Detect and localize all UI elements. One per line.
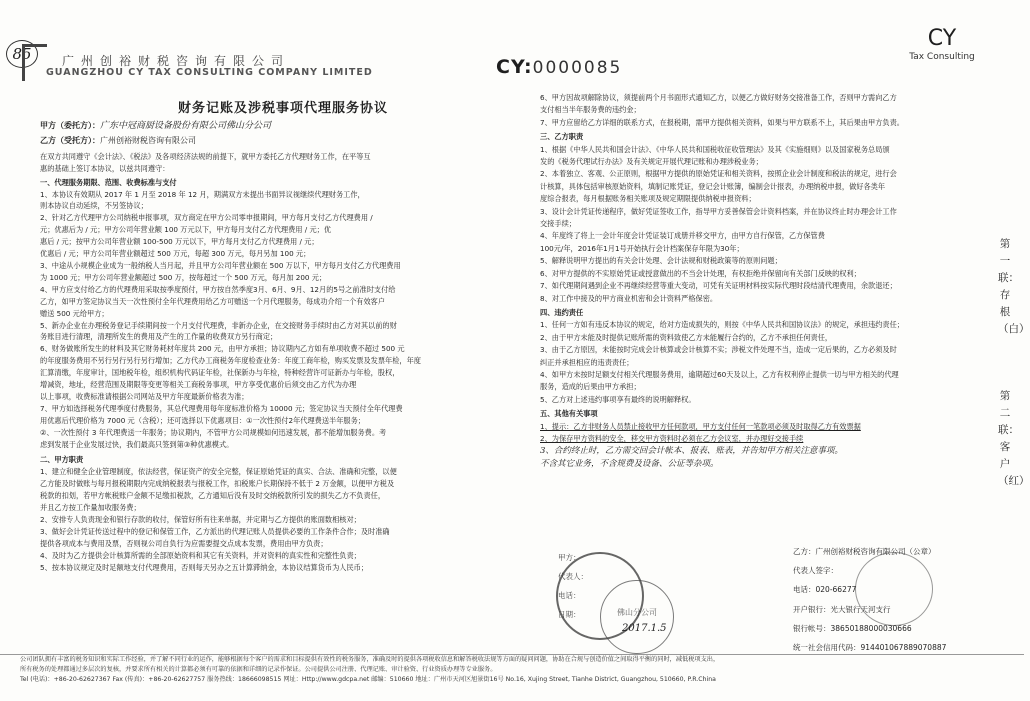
handwritten-clause: 3、合约终止时，乙方需交回会计帐本、报表、账表，并告知甲方相关注意事项。 [540, 446, 843, 457]
section2-cont [540, 92, 980, 129]
clause-line: 惠后 / 元；按甲方公司年营业额 100-500 万元以下，甲方每月支付乙方代理费用 / 元； [40, 237, 319, 247]
clause-line: 5、按本协议规定及时足额地支付代理费用，否则每天另办之五计算滞纳金，本协议结算货币为人民币； [40, 562, 369, 572]
section-heading: 二、甲方职责 [40, 455, 84, 465]
company-name-cn: 广州创裕财税咨询有限公司 [62, 54, 291, 68]
clause-line: 8、对工作中接及的甲方商业机密和会计资料严格保密。 [540, 293, 718, 303]
party-b: 乙方（受托方）：广州创裕财税咨询有限公司 [40, 135, 196, 145]
document-title: 财务记账及涉税事项代理服务协议 [178, 101, 389, 116]
document-number-value: 0000085 [532, 58, 623, 78]
intro-line: 惠的基础上签订本协议，以兹共同遵守： [40, 163, 170, 173]
section2-items [40, 466, 510, 573]
party-b-signature-block [793, 542, 946, 657]
tax-logo-caption: Tax Consulting [909, 52, 975, 62]
section3-items [540, 144, 980, 305]
clause-line: 发的《税务代理试行办法》及有关规定开展代理记账和办理涉税业务； [540, 157, 763, 167]
section1-items [40, 189, 510, 451]
side-label-second: 第二联：客户（红） [998, 390, 1030, 487]
clause-line: 乙方，如甲方签定协议当天一次性预付全年代理费用给乙方可赠送一个月代理服务，每成功介绍一个有效客户 [40, 296, 386, 306]
clause-line: 4、甲方应支付给乙方的代理费用采取按季度预付，甲方按自然季度3月、6月、9月、12月的5号之前准时支付给 [40, 284, 396, 294]
clause-line: 6、对甲方提供的不实原始凭证或授意做出的不当会计处理，有权拒绝并保留向有关部门反映的权利； [540, 268, 861, 278]
handwritten-number: 85 [6, 40, 38, 68]
clause-line: 务账目进行清理，清理所发生的费用及产生的工作量的收费双方另行商定； [40, 332, 278, 342]
footer-line: 公司团队拥有丰富的税务知识和实际工作经验，并了解不同行业的运作，能够根据每个客户的需求和目标提供有效性的税务服务，准确及时的提供各项税收信息和解答税收法规等方面的疑问问题，协助在合规与创造价值之间取得平衡的同时，减低税项支出， [20, 656, 720, 663]
party-a-signature-block [558, 548, 588, 624]
clause-line: 2、本着独立、客观、公正原则，根据甲方提供的原始凭证和相关资料，按照企业会计制度和税法的规定，进行会 [540, 169, 897, 179]
signature-field: 电话：020-66277 [793, 585, 857, 595]
signature-field: 统一社会信用代码：91440106788907088​7 [793, 643, 947, 653]
clause-line: 虑到发展于企业发展过快，我们最高只签到第③种优惠模式。 [40, 439, 234, 449]
signature-field: 银行帐号：38650188000030666 [793, 623, 912, 633]
footer-contacts: Tel (电话)：+86-20-62627367 Fax (传真)：+86-20-62627757 服务热线：18666098515 网址：Http://www.gdcpa.net 邮编：510660 地址：广州市天河区旭景街16号 No.16, Xujing Street, Tianhe District, Guangzhou, 510660, P.R.China [20, 676, 716, 683]
clause-line: 4、如甲方未按时足额支付相关代理服务费用，逾期超过60天及以上，乙方有权利停止提供一切与甲方相关的代理 [540, 369, 899, 379]
signature-field: 开户银行：光大银行天河支行 [793, 604, 891, 614]
section-heading: 一、代理服务期限、范围、收费标准与支付 [40, 177, 177, 187]
branch-stamp [600, 580, 674, 654]
tax-consulting-logo [908, 26, 976, 62]
clause-line: 税款的扣划，若甲方帐税账户金额不足缴扣税款，乙方通知后没有及时交纳税款所引发的损失乙方不负责任， [40, 491, 386, 501]
party-b-name: 广州创裕财税咨询有限公司 [100, 135, 196, 145]
side-label-first: 第一联：存根（白） [998, 238, 1030, 335]
clause-line: 6、财务做账所发生的材料及其它财务耗材年度共 200 元，由甲方承担；协议期内乙方如有单项收费不超过 500 元 [40, 344, 405, 354]
handwritten-date: 2017.1.5 [622, 623, 667, 634]
clause-line: 100元/年，2016年1月1号开始执行会计档案保存年限为30年； [540, 243, 744, 253]
clause-line: 的年度服务费用不另行另行另行另行增加；乙方代办工商税务年度检查业务：年度工商年检，购买发票及发票年检，年度 [40, 356, 421, 366]
clause-line: 2、为保存甲方资料的安全，移交甲方资料时必须在乙方会议室，并办理好交接手续 [540, 433, 804, 443]
clause-line: 服务，造成的后果由甲方承担； [540, 382, 641, 392]
clause-line: 赠送 500 元给甲方； [40, 308, 109, 318]
intro-line: 在双方共同遵守《会计法》、《税法》及各项经济法规的前提下，就甲方委托乙方代理财务工作，在平等互 [40, 151, 371, 161]
clause-line: 优惠后 / 元；甲方公司年营业额超过 500 万元，每超 300 万元，每月另加 100 元； [40, 249, 311, 259]
party-a-name: 广东中冠商厨设备股份有限公司佛山分公司 [100, 121, 272, 131]
clause-line: 1、根据《中华人民共和国会计法》、《中华人民共和国税收征收管理法》及其《实施细则》以及国家税务总局颁 [540, 144, 890, 154]
clause-line: 支付相当半年服务费的违约金； [540, 105, 641, 115]
tax-logo-mark: CY [927, 26, 957, 51]
clause-line: 增减资，地址，经营范围及期限等变更等相关工商税务事项，甲方享受优惠价后须交由乙方代为办理 [40, 380, 357, 390]
clause-line: 则本协议自动延续，不另签协议； [40, 201, 148, 211]
clause-line: 提供各项成本与费用及票，否则视公司自负行为应需要提交点成本发票，费用由甲方负责； [40, 538, 328, 548]
clause-line: 2、由于甲方未能及时提供记账所需的资料致使乙方未能履行合约的，乙方不承担任何责任， [540, 332, 833, 342]
footer [0, 654, 1024, 685]
clause-line: 计核算，具体包括审核原始资料，填制记账凭证，登记会计账簿，编制会计报表，办理纳税申报，做好各类年 [540, 181, 886, 191]
clause-line: 1、提示：乙方非财务人员禁止接收甲方任何款项，甲方支付任何一笔款项必须及时取得乙方有效票据 [540, 421, 861, 431]
clause-line: ②、一次性预付 3 年代理费送一年服务；协议期内，不管甲方公司规模如何迅速发展，都不能增加服务费。考 [40, 427, 387, 437]
section5-items [540, 421, 980, 446]
company-logo [22, 44, 47, 81]
section-heading: 四、违约责任 [540, 307, 584, 317]
clause-line: 7、如代理期间遇到企业不再继续经营等重大变动，可凭有关证明材料按实际代理时段结清代理费用，余款退还； [540, 281, 897, 291]
handwritten-clause: 不含其它业务，不含规费及设备、公证等杂项。 [540, 458, 719, 469]
clause-line: 7、甲方应留给乙方详细的联系方式，在报税期，需甲方提供相关资料，如果与甲方联系不上，其后果由甲方负责。 [540, 117, 904, 127]
signature-field: 代表人签字： [793, 566, 838, 576]
clause-line: 1、任何一方如有违反本协议的规定，给对方造成损失的，则按《中华人民共和国协议法》的规定，承担违约责任； [540, 320, 904, 330]
stamp-text: 佛山分公司 [617, 608, 657, 617]
clause-line: 元；优惠后为 / 元；甲方公司年营业额 100 万元以下，甲方每月支付乙方代理费用 / 元；优 [40, 225, 332, 235]
right-column [540, 92, 980, 470]
document-number: CY:0000085 [496, 56, 623, 78]
clause-line: 4、年度终了将上一会计年度会计凭证装订成册并移交甲方，由甲方自行保管，乙方保管费 [540, 231, 825, 241]
clause-line: 1、建立和健全企业管理制度，依法经营，保证资产的安全完整，保证原始凭证的真实、合法、准确和完整，以便 [40, 467, 397, 477]
clause-line: 度综合报表，每月根据账务相关账项及规定期限提供纳税申报资料； [540, 194, 756, 204]
clause-line: 5、新办企业在办理税务登记手续期间按一个月支付代理费，非新办企业，在交接财务手续时由乙方对其以前的财 [40, 320, 397, 330]
clause-line: 乙方能及时做账与每月报税期限内完成纳税报表与报税工作，扣税账户长期保持不低于 2 万金额，以便甲方税及 [40, 479, 395, 489]
section5-handwritten [540, 445, 980, 470]
clause-line: 为 1000 元；甲方公司年营业额超过 500 万，按每超过一个 500 万元，每月加 200 元； [40, 272, 327, 282]
clause-line: 2、针对乙方代理甲方公司纳税申报事项，双方商定在甲方公司零申报期间，甲方每月支付乙方代理费用 / [40, 213, 373, 223]
clause-line: 5、解释说明甲方提出的有关会计处理、会计法规和财税政策等的原则问题； [540, 256, 782, 266]
clause-line: 用优惠后代理价格为 7000 元（含税）；还可选择以下优惠项目：①一次性预付2年代理费送半年服务； [40, 415, 365, 425]
clause-line: 3、设计会计凭证传递程序，做好凭证签收工作，指导甲方妥善保管会计资料档案，并在协议终止时办理会计工作 [540, 206, 897, 216]
signature-field: 甲方： [558, 553, 581, 562]
signature-field: 乙方：广州创裕财税咨询有限公司（公章） [793, 547, 936, 556]
signature-field: 电话： [558, 591, 581, 600]
clause-line: 6、甲方因故项解除协议，须提前两个月书面形式通知乙方，以便乙方做好财务交接准备工作，否则甲方需向乙方 [540, 93, 897, 102]
signature-field: 日期： [558, 610, 581, 619]
clause-line: 5、乙方对上述违约事项享有最终的说明解释权。 [540, 394, 696, 404]
section-heading: 三、乙方职责 [540, 132, 584, 142]
clause-line: 7、甲方如选择税务代理季度付费服务，其总代理费用每年度标准价格为 10000 元；签定协议当天预付全年代理费 [40, 403, 403, 413]
footer-line: 所有税务的处理都通过多层次的复核，并要求所有相关的计算都必须有可靠的依据和详细的记录作保证。公司提供公司注册、代理记账、审计验资、行业资质办理等专业服务。 [20, 666, 497, 673]
clause-line: 3、中途从小规模企业成为一般纳税人当月起，并且甲方公司年营业额在 500 万以下，甲方每月支付乙方代理费用 [40, 260, 401, 270]
signature-field: 代表人： [558, 572, 588, 581]
left-column [40, 120, 510, 574]
section-heading: 五、其他有关事项 [540, 409, 598, 419]
clause-line: 1、本协议有效期从 2017 年 1 月至 2018 年 12 月，期满双方未提出书面异议视继续代理财务工作， [40, 189, 365, 199]
company-name-en: GUANGZHOU CY TAX CONSULTING COMPANY LIMITED [46, 67, 373, 78]
clause-line: 并且乙方按工作量加收服务费； [40, 503, 141, 513]
clause-line: 汇算清缴，年度审计，国地税年检，组织机构代码证年检，社保新办与年检，特种经营许可证新办与年检，股权， [40, 368, 400, 378]
clause-line: 交接手续； [540, 219, 576, 229]
clause-line: 3、做好会计凭证传送过程中的登记和保管工作，乙方派出的代理记账人员提供必要的工作条件合作；及时准确 [40, 526, 390, 536]
party-a: 甲方（委托方）：广东中冠商厨设备股份有限公司佛山分公司 [40, 121, 272, 131]
clause-line: 纠正并承担相应的违责责任； [540, 357, 634, 367]
clause-line: 以上事项，收费标准请根据公司网站及甲方年度最新价格表为准； [40, 391, 249, 401]
clause-line: 4、及时为乙方提供会计核算所需的全部原始资料和其它有关资料，并对资料的真实性和完整性负责； [40, 550, 361, 560]
section4-items [540, 319, 980, 406]
clause-line: 3、由于乙方原因，未能按时完成会计核算或会计核算不实；涉税文件处理不当，造成一定后果的，乙方必须及时 [540, 345, 897, 355]
clause-line: 2、安排专人负责现金和银行存款的收付，保管好所有往来单据，并定期与乙方提供的账面数相核对； [40, 515, 361, 524]
